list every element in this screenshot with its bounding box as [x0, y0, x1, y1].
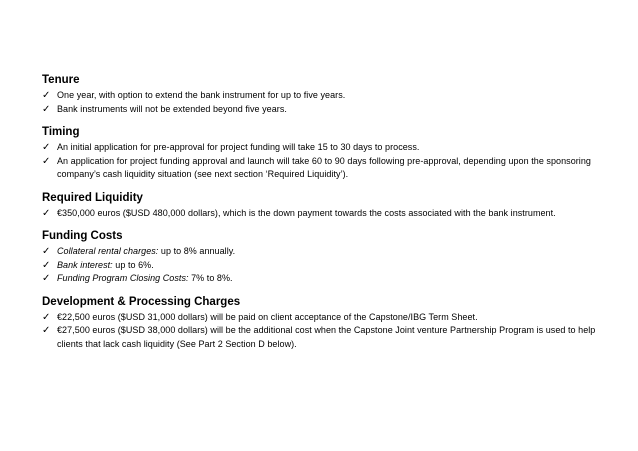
bullet-item [42, 245, 602, 259]
check-mark-icon: ✓ [42, 311, 51, 323]
check-mark-icon: ✓ [42, 155, 51, 167]
bullet-text: Bank instruments will not be extended beyond five years. [57, 103, 287, 114]
section-required-liquidity [42, 190, 602, 221]
cost-label: Collateral rental charges: [57, 246, 159, 256]
check-mark-icon: ✓ [42, 246, 51, 257]
bullet-item [42, 272, 602, 286]
section-heading: Timing [42, 126, 80, 138]
bullet-text: €350,000 euros ($USD 480,000 dollars), which is the down payment towards the costs associated with the bank instrument. [57, 207, 556, 218]
section-funding-costs [42, 228, 602, 286]
cost-value: 7% to 8%. [188, 273, 233, 283]
check-mark-icon: ✓ [42, 142, 51, 153]
bullet-item [42, 311, 602, 325]
section-heading: Funding Costs [42, 230, 123, 242]
section-tenure [42, 72, 602, 116]
section-development-processing-charges [42, 294, 602, 352]
bullet-item [42, 141, 602, 155]
bullet-item [42, 89, 602, 103]
bullet-item [42, 207, 602, 221]
bullet-text: €22,500 euros ($USD 31,000 dollars) will be paid on client acceptance of the Capstone/IBG Term Sheet. [57, 311, 478, 322]
document-page [42, 72, 602, 351]
bullet-item [42, 155, 602, 182]
check-mark-icon: ✓ [42, 273, 51, 284]
cost-label: Funding Program Closing Costs: [57, 273, 189, 283]
cost-label: Bank interest: [57, 259, 113, 270]
bullet-item [42, 324, 602, 351]
cost-value: up to 8% annually. [158, 246, 236, 256]
section-heading: Development & Processing Charges [42, 295, 241, 308]
check-mark-icon: ✓ [42, 207, 51, 219]
bullet-text: An initial application for pre-approval for project funding will take 15 to 30 days to process. [57, 142, 420, 152]
bullet-item [42, 103, 602, 117]
section-heading: Tenure [42, 74, 80, 86]
bullet-text: €27,500 euros ($USD 38,000 dollars) will be the additional cost when the Capstone Joint venture Partnership Program is used to help clients that lack cash liquidity (See Part 2 Section D below). [57, 325, 596, 349]
bullet-text: One year, with option to extend the bank instrument for up to five years. [57, 90, 346, 100]
bullet-item [42, 259, 602, 273]
section-heading: Required Liquidity [42, 191, 143, 204]
section-timing [42, 124, 602, 182]
check-mark-icon: ✓ [42, 90, 51, 101]
check-mark-icon: ✓ [42, 103, 51, 115]
check-mark-icon: ✓ [42, 325, 51, 336]
cost-value: up to 6%. [112, 259, 154, 270]
check-mark-icon: ✓ [42, 259, 51, 271]
bullet-text: An application for project funding approval and launch will take 60 to 90 days following pre-approval, depending upon the sponsoring company’s cash liquidity situation (see next section ‘Required Liquidity’). [57, 155, 591, 179]
